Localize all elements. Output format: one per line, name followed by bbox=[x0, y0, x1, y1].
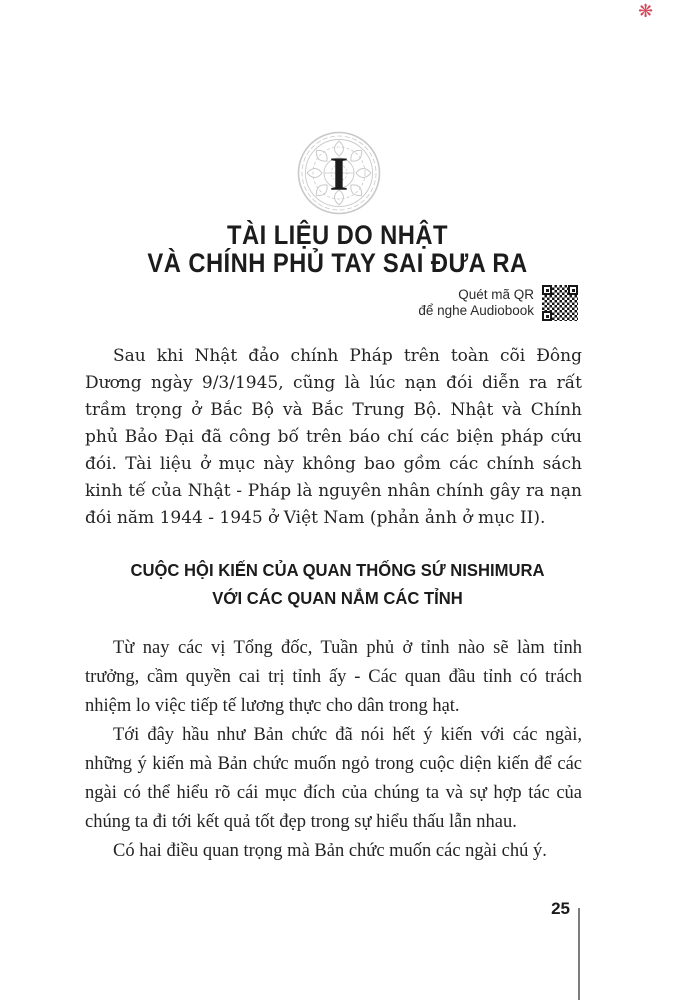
body-paragraph: Tới đây hầu như Bản chức đã nói hết ý kiến với các ngài, những ý kiến mà Bản chức muốn ngỏ trong cuộc diện kiến để các ngài có thể hiểu rõ cái mục đích của chúng ta và sự hợp tác của chúng ta đi tới kết quả tốt đẹp trong sự hiểu thấu lẫn nhau. bbox=[85, 725, 582, 832]
body-paragraph: Có hai điều quan trọng mà Bản chức muốn các ngài chú ý. bbox=[113, 841, 547, 861]
qr-caption bbox=[418, 287, 534, 319]
chapter-title-line1: TÀI LIỆU DO NHẬT bbox=[227, 220, 448, 250]
qr-finder-bottom-left bbox=[542, 311, 552, 321]
qr-caption-line1: Quét mã QR bbox=[458, 287, 534, 302]
section-heading bbox=[0, 556, 675, 612]
page-number: 25 bbox=[551, 899, 570, 918]
chapter-title bbox=[0, 221, 675, 277]
footer-rule bbox=[578, 908, 580, 1000]
body-paragraph: Từ nay các vị Tổng đốc, Tuần phủ ở tỉnh nào sẽ làm tỉnh trưởng, cầm quyền cai trị tỉnh ấy - Các quan đầu tỉnh có trách nhiệm lo việc tiếp tế lương thực cho dân trong hạt. bbox=[85, 638, 582, 716]
qr-finder-top-right bbox=[568, 285, 578, 295]
qr-finder-top-left bbox=[542, 285, 552, 295]
chapter-numeral: I bbox=[329, 147, 349, 201]
chapter-seal bbox=[297, 131, 381, 215]
audiobook-note bbox=[418, 285, 578, 321]
section-heading-line1: CUỘC HỘI KIẾN CỦA QUAN THỐNG SỨ NISHIMURA bbox=[130, 560, 545, 580]
chapter-title-line2: VÀ CHÍNH PHỦ TAY SAI ĐƯA RA bbox=[147, 248, 528, 278]
intro-paragraph: Sau khi Nhật đảo chính Pháp trên toàn cõi Đông Dương ngày 9/3/1945, cũng là lúc nạn đói diễn ra rất trầm trọng ở Bắc Bộ và Bắc Trung Bộ. Nhật và Chính phủ Bảo Đại đã công bố trên báo chí các biện pháp cứu đói. Tài liệu ở mục này không bao gồm các chính sách kinh tế của Nhật - Pháp là nguyên nhân chính gây ra nạn đói năm 1944 - 1945 ở Việt Nam (phản ảnh ở mục II). bbox=[85, 346, 582, 528]
qr-caption-line2: để nghe Audiobook bbox=[418, 303, 534, 318]
qr-code-icon bbox=[542, 285, 578, 321]
flower-ornament-icon: ❋ bbox=[638, 1, 654, 22]
section-heading-line2: VỚI CÁC QUAN NẮM CÁC TỈNH bbox=[212, 588, 463, 608]
